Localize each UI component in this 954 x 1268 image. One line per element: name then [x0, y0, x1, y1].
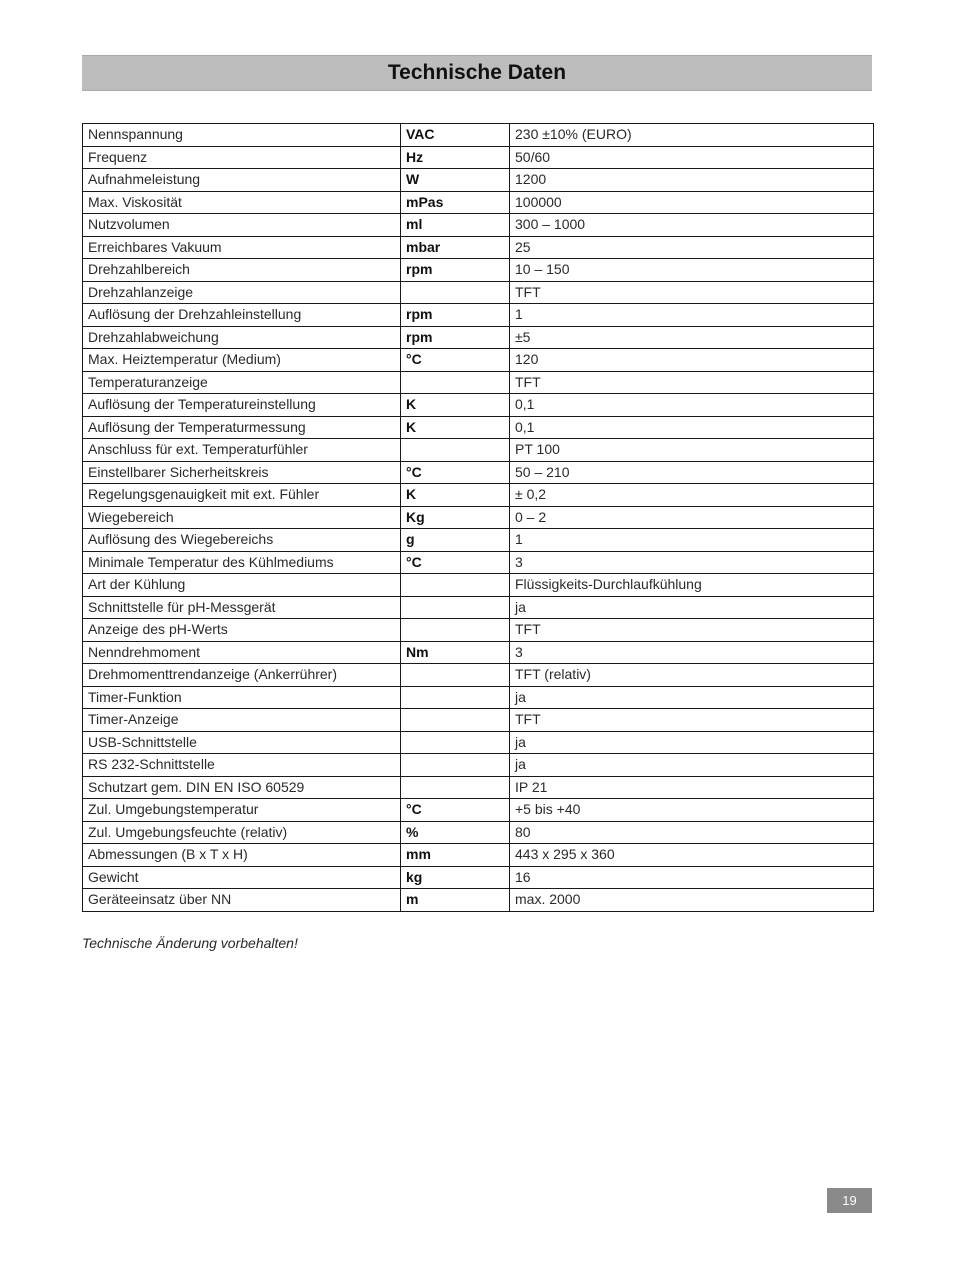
value-cell: 1200	[510, 169, 874, 192]
table-row	[83, 394, 874, 417]
unit-cell	[401, 731, 510, 754]
unit-cell	[401, 776, 510, 799]
value-cell: 25	[510, 236, 874, 259]
unit-cell: W	[401, 169, 510, 192]
value-cell: TFT	[510, 281, 874, 304]
parameter-cell: Auflösung des Wiegebereichs	[83, 529, 401, 552]
unit-cell: K	[401, 416, 510, 439]
unit-cell: kg	[401, 866, 510, 889]
unit-cell: °C	[401, 551, 510, 574]
unit-cell: K	[401, 394, 510, 417]
unit-cell: rpm	[401, 259, 510, 282]
unit-cell	[401, 439, 510, 462]
parameter-cell: Timer-Funktion	[83, 686, 401, 709]
unit-cell: Hz	[401, 146, 510, 169]
value-cell: 0,1	[510, 416, 874, 439]
unit-cell: m	[401, 889, 510, 912]
table-row	[83, 574, 874, 597]
table-row	[83, 461, 874, 484]
unit-cell: Nm	[401, 641, 510, 664]
parameter-cell: Auflösung der Drehzahleinstellung	[83, 304, 401, 327]
table-row	[83, 214, 874, 237]
unit-cell	[401, 709, 510, 732]
table-row	[83, 416, 874, 439]
value-cell: IP 21	[510, 776, 874, 799]
section-title-bar	[82, 55, 872, 91]
unit-cell	[401, 281, 510, 304]
value-cell: 50 – 210	[510, 461, 874, 484]
value-cell: 443 x 295 x 360	[510, 844, 874, 867]
unit-cell: %	[401, 821, 510, 844]
unit-cell: rpm	[401, 304, 510, 327]
value-cell: PT 100	[510, 439, 874, 462]
table-row	[83, 664, 874, 687]
parameter-cell: Erreichbares Vakuum	[83, 236, 401, 259]
table-row	[83, 821, 874, 844]
table-row	[83, 709, 874, 732]
value-cell: ja	[510, 754, 874, 777]
value-cell: 10 – 150	[510, 259, 874, 282]
value-cell: TFT	[510, 371, 874, 394]
parameter-cell: Abmessungen (B x T x H)	[83, 844, 401, 867]
unit-cell	[401, 596, 510, 619]
value-cell: 3	[510, 641, 874, 664]
parameter-cell: Auflösung der Temperaturmessung	[83, 416, 401, 439]
table-row	[83, 619, 874, 642]
value-cell: ± 0,2	[510, 484, 874, 507]
value-cell: 3	[510, 551, 874, 574]
parameter-cell: Zul. Umgebungsfeuchte (relativ)	[83, 821, 401, 844]
footnote: Technische Änderung vorbehalten!	[82, 935, 298, 951]
technical-data-table	[82, 123, 874, 912]
table-row	[83, 641, 874, 664]
unit-cell: mPas	[401, 191, 510, 214]
parameter-cell: Frequenz	[83, 146, 401, 169]
parameter-cell: Timer-Anzeige	[83, 709, 401, 732]
value-cell: 80	[510, 821, 874, 844]
value-cell: 1	[510, 529, 874, 552]
unit-cell: VAC	[401, 124, 510, 147]
parameter-cell: RS 232-Schnittstelle	[83, 754, 401, 777]
table-row	[83, 326, 874, 349]
unit-cell	[401, 686, 510, 709]
unit-cell: g	[401, 529, 510, 552]
parameter-cell: Wiegebereich	[83, 506, 401, 529]
parameter-cell: Anzeige des pH-Werts	[83, 619, 401, 642]
parameter-cell: Schnittstelle für pH-Messgerät	[83, 596, 401, 619]
value-cell: 230 ±10% (EURO)	[510, 124, 874, 147]
parameter-cell: Nennspannung	[83, 124, 401, 147]
parameter-cell: Aufnahmeleistung	[83, 169, 401, 192]
table-row	[83, 191, 874, 214]
value-cell: 120	[510, 349, 874, 372]
unit-cell: mm	[401, 844, 510, 867]
table-row	[83, 169, 874, 192]
value-cell: TFT (relativ)	[510, 664, 874, 687]
value-cell: ja	[510, 686, 874, 709]
parameter-cell: Gewicht	[83, 866, 401, 889]
parameter-cell: Regelungsgenauigkeit mit ext. Fühler	[83, 484, 401, 507]
table-row	[83, 371, 874, 394]
table-row	[83, 866, 874, 889]
unit-cell	[401, 664, 510, 687]
parameter-cell: Art der Kühlung	[83, 574, 401, 597]
table-row	[83, 439, 874, 462]
value-cell: ja	[510, 596, 874, 619]
table-row	[83, 259, 874, 282]
table-row	[83, 776, 874, 799]
table-row	[83, 236, 874, 259]
unit-cell	[401, 371, 510, 394]
unit-cell: Kg	[401, 506, 510, 529]
unit-cell: °C	[401, 799, 510, 822]
value-cell: +5 bis +40	[510, 799, 874, 822]
table-row	[83, 551, 874, 574]
unit-cell	[401, 619, 510, 642]
page-title: Technische Daten	[387, 61, 567, 84]
value-cell: Flüssigkeits-Durchlaufkühlung	[510, 574, 874, 597]
value-cell: 50/60	[510, 146, 874, 169]
unit-cell: mbar	[401, 236, 510, 259]
parameter-cell: USB-Schnittstelle	[83, 731, 401, 754]
unit-cell: ml	[401, 214, 510, 237]
parameter-cell: Drehmomenttrendanzeige (Ankerrührer)	[83, 664, 401, 687]
value-cell: 100000	[510, 191, 874, 214]
table-row	[83, 281, 874, 304]
parameter-cell: Einstellbarer Sicherheitskreis	[83, 461, 401, 484]
parameter-cell: Minimale Temperatur des Kühlmediums	[83, 551, 401, 574]
parameter-cell: Drehzahlanzeige	[83, 281, 401, 304]
table-row	[83, 529, 874, 552]
value-cell: 0 – 2	[510, 506, 874, 529]
value-cell: ja	[510, 731, 874, 754]
technical-data-table-body	[83, 124, 874, 912]
table-row	[83, 304, 874, 327]
table-row	[83, 889, 874, 912]
table-row	[83, 596, 874, 619]
table-row	[83, 799, 874, 822]
unit-cell: °C	[401, 349, 510, 372]
table-row	[83, 506, 874, 529]
table-row	[83, 484, 874, 507]
parameter-cell: Geräteeinsatz über NN	[83, 889, 401, 912]
value-cell: 1	[510, 304, 874, 327]
unit-cell	[401, 574, 510, 597]
parameter-cell: Temperaturanzeige	[83, 371, 401, 394]
value-cell: 300 – 1000	[510, 214, 874, 237]
unit-cell: °C	[401, 461, 510, 484]
unit-cell	[401, 754, 510, 777]
value-cell: 16	[510, 866, 874, 889]
value-cell: max. 2000	[510, 889, 874, 912]
parameter-cell: Max. Heiztemperatur (Medium)	[83, 349, 401, 372]
value-cell: 0,1	[510, 394, 874, 417]
parameter-cell: Zul. Umgebungstemperatur	[83, 799, 401, 822]
table-row	[83, 146, 874, 169]
table-row	[83, 731, 874, 754]
parameter-cell: Auflösung der Temperatureinstellung	[83, 394, 401, 417]
value-cell: ±5	[510, 326, 874, 349]
unit-cell: rpm	[401, 326, 510, 349]
parameter-cell: Schutzart gem. DIN EN ISO 60529	[83, 776, 401, 799]
unit-cell: K	[401, 484, 510, 507]
parameter-cell: Anschluss für ext. Temperaturfühler	[83, 439, 401, 462]
parameter-cell: Nenndrehmoment	[83, 641, 401, 664]
table-row	[83, 124, 874, 147]
parameter-cell: Nutzvolumen	[83, 214, 401, 237]
table-row	[83, 844, 874, 867]
parameter-cell: Drehzahlabweichung	[83, 326, 401, 349]
table-row	[83, 686, 874, 709]
table-row	[83, 754, 874, 777]
table-row	[83, 349, 874, 372]
value-cell: TFT	[510, 709, 874, 732]
page-number: 19	[827, 1188, 872, 1213]
value-cell: TFT	[510, 619, 874, 642]
parameter-cell: Drehzahlbereich	[83, 259, 401, 282]
parameter-cell: Max. Viskosität	[83, 191, 401, 214]
